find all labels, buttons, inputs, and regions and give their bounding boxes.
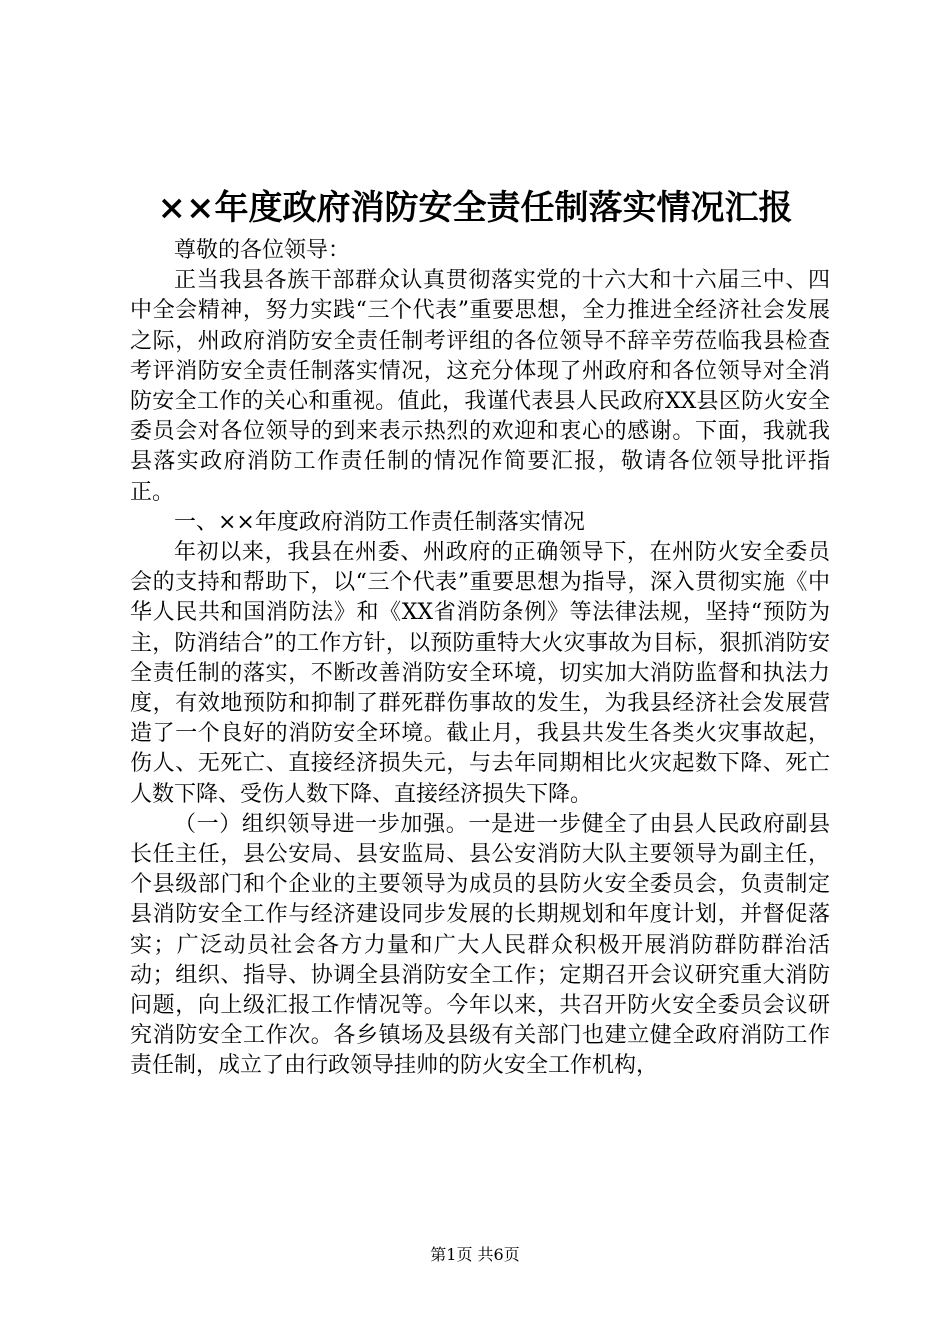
section-paragraph: 年初以来，我县在州委、州政府的正确领导下，在州防火安全委员会的支持和帮助下，以“三个代表”重要思想为指导，深入贯彻实施《中华人民共和国消防法》和《XX省消防条例》等法律法规，坚持“预防为主，防消结合”的工作方针，以预防重特大火灾事故为目标，狠抓消防安全责任制的落实，不断改善消防安全环境，切实加大消防监督和执法力度，有效地预防和抑制了群死群伤事故的发生，为我县经济社会发展营造了一个良好的消防安全环境。截止月，我县共发生各类火灾事故起，伤人、无死亡、直接经济损失元，与去年同期相比火灾起数下降、死亡人数下降、受伤人数下降、直接经济损失下降。: [130, 540, 830, 807]
intro-paragraph: 正当我县各族干部群众认真贯彻落实党的十六大和十六届三中、四中全会精神，努力实践“三个代表”重要思想，全力推进全经济社会发展之际，州政府消防安全责任制考评组的各位领导不辞辛劳莅临我县检查考评消防安全责任制落实情况，这充分体现了州政府和各位领导对全消防安全工作的关心和重视。值此，我谨代表县人民政府XX县区防火安全委员会对各位领导的到来表示热烈的欢迎和衷心的感谢。下面，我就我县落实政府消防工作责任制的情况作简要汇报，敬请各位领导批评指正。: [130, 268, 830, 505]
page-number-footer: 第1页 共6页: [430, 1245, 520, 1264]
subsection-paragraph: （一）组织领导进一步加强。一是进一步健全了由县人民政府副县长任主任，县公安局、县安监局、县公安消防大队主要领导为副主任，个县级部门和个企业的主要领导为成员的县防火安全委员会，负责制定县消防安全工作与经济建设同步发展的长期规划和年度计划，并督促落实；广泛动员社会各方力量和广大人民群众积极开展消防群防群治活动；组织、指导、协调全县消防安全工作；定期召开会议研究重大消防问题，向上级汇报工作情况等。今年以来，共召开防火安全委员会议研究消防安全工作次。各乡镇场及县级有关部门也建立健全政府消防工作责任制，成立了由行政领导挂帅的防火安全工作机构，: [130, 811, 830, 1079]
document-title: ××年度政府消防安全责任制落实情况汇报: [157, 188, 793, 228]
document-body: [130, 236, 830, 1082]
salutation: 尊敬的各位领导：: [174, 238, 351, 263]
section-heading: 一、××年度政府消防工作责任制落实情况: [174, 509, 585, 535]
